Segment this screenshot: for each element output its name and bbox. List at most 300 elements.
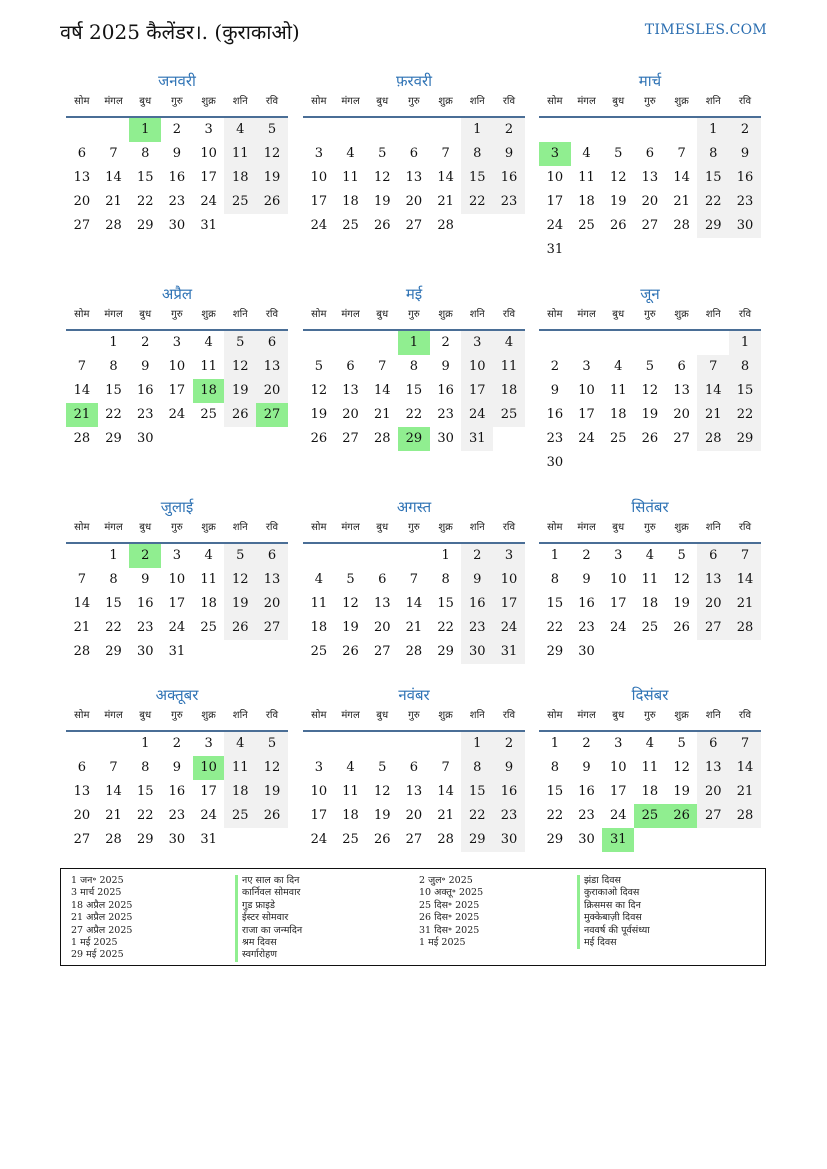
day-cell: 1 bbox=[461, 732, 493, 756]
weekday-header bbox=[539, 305, 761, 331]
weekday-label: शुक्र bbox=[201, 96, 216, 107]
day-cell: 1 bbox=[729, 331, 761, 355]
day-cell: 6 bbox=[409, 760, 419, 775]
day-cell: 9 bbox=[582, 572, 591, 587]
day-cell: 3 bbox=[172, 548, 182, 563]
day-cell: 8 bbox=[550, 760, 559, 775]
weekday-label: शनि bbox=[232, 710, 248, 721]
empty-day-cell bbox=[161, 427, 193, 451]
day-cell: 27 bbox=[373, 644, 391, 659]
holiday-name: नववर्ष की पूर्वसंध्या bbox=[577, 925, 650, 937]
day-cell: 27 bbox=[405, 218, 423, 233]
day-cell: 24 bbox=[609, 808, 627, 823]
weekday-label: रवि bbox=[265, 522, 279, 533]
day-cell: 27 bbox=[73, 218, 91, 233]
weekday-label: सोम bbox=[74, 96, 90, 107]
day-cell: 28 bbox=[73, 431, 91, 446]
empty-day-cell bbox=[366, 732, 398, 756]
day-cell: 4 bbox=[645, 736, 655, 751]
day-cell: 31 bbox=[602, 828, 634, 852]
day-cell: 14 bbox=[697, 379, 729, 403]
day-cell: 7 bbox=[109, 146, 118, 161]
day-cell: 21 bbox=[66, 403, 98, 427]
day-cell: 21 bbox=[729, 592, 761, 616]
day-cell: 26 bbox=[310, 431, 328, 446]
day-cell: 14 bbox=[105, 784, 122, 799]
empty-day-cell bbox=[303, 544, 335, 568]
day-cell: 13 bbox=[373, 596, 391, 611]
day-cell: 5 bbox=[256, 118, 288, 142]
empty-day-cell bbox=[398, 732, 430, 756]
weekday-label: गुरु bbox=[171, 96, 183, 107]
weekday-label: रवि bbox=[738, 96, 752, 107]
empty-day-cell bbox=[224, 828, 256, 852]
day-cell: 5 bbox=[314, 359, 323, 374]
day-cell: 19 bbox=[310, 407, 328, 422]
day-cell: 16 bbox=[136, 596, 154, 611]
day-cell: 20 bbox=[405, 194, 423, 209]
week-row bbox=[303, 427, 525, 451]
empty-day-cell bbox=[256, 640, 288, 664]
weekday-label: मंगल bbox=[341, 710, 360, 721]
day-cell: 15 bbox=[405, 383, 423, 398]
day-cell: 13 bbox=[405, 170, 423, 185]
weekday-label: रवि bbox=[265, 710, 279, 721]
day-cell: 29 bbox=[398, 427, 430, 451]
day-cell: 1 bbox=[109, 548, 118, 563]
day-cell: 22 bbox=[105, 620, 122, 635]
day-cell: 23 bbox=[493, 804, 525, 828]
day-cell: 26 bbox=[373, 832, 391, 847]
day-cell: 22 bbox=[136, 808, 154, 823]
weekday-label: सोम bbox=[547, 710, 563, 721]
day-cell: 10 bbox=[493, 568, 525, 592]
day-cell: 23 bbox=[546, 431, 564, 446]
weekday-label: सोम bbox=[74, 522, 90, 533]
weekday-label: मंगल bbox=[104, 96, 123, 107]
day-cell: 9 bbox=[493, 142, 525, 166]
week-row bbox=[539, 756, 761, 780]
day-cell: 26 bbox=[666, 804, 698, 828]
day-cell: 12 bbox=[256, 142, 288, 166]
empty-day-cell bbox=[66, 544, 98, 568]
day-cell: 1 bbox=[461, 118, 493, 142]
day-cell: 17 bbox=[168, 596, 186, 611]
empty-day-cell bbox=[303, 118, 335, 142]
weekday-label: शनि bbox=[469, 522, 485, 533]
weekday-label: गुरु bbox=[171, 710, 183, 721]
day-cell: 20 bbox=[256, 592, 288, 616]
day-cell: 11 bbox=[224, 756, 256, 780]
day-cell: 22 bbox=[105, 407, 122, 422]
month-block bbox=[539, 70, 761, 262]
week-row bbox=[66, 118, 288, 142]
week-row bbox=[539, 544, 761, 568]
weekday-header bbox=[303, 518, 525, 544]
day-cell: 28 bbox=[437, 218, 454, 233]
month-name: नवंबर bbox=[398, 686, 430, 704]
day-cell: 27 bbox=[641, 218, 659, 233]
day-cell: 3 bbox=[314, 146, 323, 161]
day-cell: 5 bbox=[346, 572, 355, 587]
week-row bbox=[303, 142, 525, 166]
weekday-label: रवि bbox=[265, 309, 279, 320]
week-row bbox=[539, 190, 761, 214]
week-row bbox=[539, 640, 761, 664]
day-cell: 9 bbox=[172, 146, 182, 161]
day-cell: 5 bbox=[378, 760, 387, 775]
empty-day-cell bbox=[571, 238, 603, 262]
day-cell: 8 bbox=[697, 142, 729, 166]
day-cell: 22 bbox=[461, 804, 493, 828]
day-cell: 11 bbox=[224, 142, 256, 166]
day-cell: 23 bbox=[136, 620, 154, 635]
day-cell: 10 bbox=[578, 383, 595, 398]
day-cell: 21 bbox=[673, 194, 690, 209]
empty-day-cell bbox=[697, 238, 729, 262]
day-cell: 28 bbox=[729, 616, 761, 640]
day-cell: 5 bbox=[614, 146, 623, 161]
day-cell: 30 bbox=[578, 832, 595, 847]
day-cell: 15 bbox=[697, 166, 729, 190]
weekday-label: शनि bbox=[232, 309, 248, 320]
weekday-header bbox=[539, 92, 761, 118]
week-row bbox=[539, 355, 761, 379]
day-cell: 9 bbox=[441, 359, 450, 374]
day-cell: 20 bbox=[697, 592, 729, 616]
day-cell: 13 bbox=[342, 383, 359, 398]
day-cell: 14 bbox=[437, 170, 454, 185]
week-row bbox=[66, 756, 288, 780]
week-row bbox=[303, 331, 525, 355]
week-row bbox=[303, 214, 525, 238]
day-cell: 6 bbox=[677, 359, 686, 374]
week-row bbox=[303, 403, 525, 427]
weekday-label: बुध bbox=[139, 309, 152, 320]
day-cell: 12 bbox=[224, 568, 256, 592]
day-cell: 20 bbox=[73, 194, 91, 209]
day-cell: 4 bbox=[314, 572, 323, 587]
week-row bbox=[66, 780, 288, 804]
empty-day-cell bbox=[224, 640, 256, 664]
empty-day-cell bbox=[366, 118, 398, 142]
day-cell: 26 bbox=[673, 620, 690, 635]
day-cell: 22 bbox=[405, 407, 423, 422]
day-cell: 13 bbox=[641, 170, 659, 185]
day-cell: 28 bbox=[697, 427, 729, 451]
weekday-header bbox=[303, 706, 525, 732]
day-cell: 25 bbox=[224, 804, 256, 828]
empty-day-cell bbox=[493, 214, 525, 238]
day-cell: 9 bbox=[172, 760, 182, 775]
week-row bbox=[66, 804, 288, 828]
day-cell: 24 bbox=[609, 620, 627, 635]
week-row bbox=[539, 379, 761, 403]
day-cell: 11 bbox=[493, 355, 525, 379]
empty-day-cell bbox=[256, 828, 288, 852]
day-cell: 30 bbox=[578, 644, 595, 659]
day-cell: 21 bbox=[437, 194, 454, 209]
week-row bbox=[303, 756, 525, 780]
weekday-label: शनि bbox=[469, 710, 485, 721]
day-cell: 7 bbox=[378, 359, 387, 374]
day-cell: 20 bbox=[373, 620, 391, 635]
holiday-date: 18 अप्रैल 2025 bbox=[71, 899, 133, 911]
day-cell: 7 bbox=[729, 732, 761, 756]
week-row bbox=[66, 331, 288, 355]
week-row bbox=[303, 355, 525, 379]
day-cell: 6 bbox=[697, 544, 729, 568]
day-cell: 31 bbox=[200, 832, 217, 847]
day-cell: 7 bbox=[441, 760, 450, 775]
day-cell: 20 bbox=[73, 808, 91, 823]
empty-day-cell bbox=[335, 544, 367, 568]
day-cell: 3 bbox=[539, 142, 571, 166]
weekday-label: शुक्र bbox=[674, 309, 689, 320]
weekday-label: शुक्र bbox=[201, 522, 216, 533]
weekday-label: गुरु bbox=[644, 710, 656, 721]
weekday-label: बुध bbox=[139, 522, 152, 533]
site-link[interactable]: TIMESLES.COM bbox=[644, 22, 767, 38]
empty-day-cell bbox=[571, 331, 603, 355]
day-cell: 5 bbox=[677, 736, 686, 751]
day-cell: 11 bbox=[200, 359, 217, 374]
day-cell: 15 bbox=[546, 596, 564, 611]
day-cell: 18 bbox=[641, 784, 659, 799]
day-cell: 23 bbox=[437, 407, 454, 422]
week-row bbox=[303, 780, 525, 804]
day-cell: 11 bbox=[578, 170, 595, 185]
weekday-label: सोम bbox=[74, 309, 90, 320]
day-cell: 18 bbox=[193, 379, 225, 403]
day-cell: 29 bbox=[546, 832, 564, 847]
day-cell: 14 bbox=[373, 383, 391, 398]
day-cell: 15 bbox=[136, 784, 154, 799]
day-cell: 12 bbox=[673, 572, 690, 587]
weekday-label: बुध bbox=[376, 309, 389, 320]
day-cell: 7 bbox=[77, 572, 86, 587]
day-cell: 31 bbox=[461, 427, 493, 451]
day-cell: 2 bbox=[493, 732, 525, 756]
day-cell: 7 bbox=[77, 359, 86, 374]
day-cell: 6 bbox=[346, 359, 355, 374]
day-cell: 16 bbox=[546, 407, 564, 422]
day-cell: 3 bbox=[204, 736, 213, 751]
month-name: जनवरी bbox=[158, 72, 196, 90]
weekday-label: बुध bbox=[612, 710, 625, 721]
month-block bbox=[303, 684, 525, 852]
weekday-header bbox=[539, 518, 761, 544]
weekday-label: मंगल bbox=[341, 522, 360, 533]
week-row bbox=[303, 828, 525, 852]
empty-day-cell bbox=[697, 451, 729, 475]
day-cell: 21 bbox=[373, 407, 391, 422]
empty-day-cell bbox=[335, 331, 367, 355]
week-row bbox=[539, 592, 761, 616]
day-cell: 31 bbox=[168, 644, 186, 659]
empty-day-cell bbox=[66, 331, 98, 355]
weekday-label: शुक्र bbox=[674, 96, 689, 107]
week-row bbox=[539, 568, 761, 592]
day-cell: 14 bbox=[729, 756, 761, 780]
weekday-label: शनि bbox=[705, 522, 721, 533]
day-cell: 22 bbox=[546, 808, 564, 823]
day-cell: 8 bbox=[141, 760, 150, 775]
week-row bbox=[539, 804, 761, 828]
weekday-label: शनि bbox=[705, 710, 721, 721]
empty-day-cell bbox=[666, 451, 698, 475]
day-cell: 25 bbox=[310, 644, 328, 659]
day-cell: 20 bbox=[641, 194, 659, 209]
weekday-label: शनि bbox=[705, 96, 721, 107]
holiday-date: 26 दिस॰ 2025 bbox=[419, 912, 480, 924]
day-cell: 8 bbox=[550, 572, 559, 587]
day-cell: 21 bbox=[405, 620, 423, 635]
day-cell: 20 bbox=[256, 379, 288, 403]
holiday-date: 3 मार्च 2025 bbox=[71, 887, 122, 899]
day-cell: 11 bbox=[200, 572, 217, 587]
day-cell: 17 bbox=[609, 596, 627, 611]
day-cell: 22 bbox=[729, 403, 761, 427]
weekday-label: शनि bbox=[469, 96, 485, 107]
week-row bbox=[539, 238, 761, 262]
day-cell: 3 bbox=[614, 736, 623, 751]
day-cell: 9 bbox=[493, 756, 525, 780]
weekday-label: सोम bbox=[311, 309, 327, 320]
week-row bbox=[303, 616, 525, 640]
empty-day-cell bbox=[571, 118, 603, 142]
day-cell: 20 bbox=[697, 780, 729, 804]
weekday-label: मंगल bbox=[104, 522, 123, 533]
day-cell: 16 bbox=[136, 383, 154, 398]
week-row bbox=[303, 640, 525, 664]
week-row bbox=[539, 732, 761, 756]
day-cell: 28 bbox=[105, 218, 122, 233]
day-cell: 30 bbox=[168, 218, 186, 233]
day-cell: 2 bbox=[729, 118, 761, 142]
day-cell: 12 bbox=[310, 383, 328, 398]
day-cell: 24 bbox=[461, 403, 493, 427]
day-cell: 6 bbox=[256, 331, 288, 355]
weekday-label: बुध bbox=[139, 96, 152, 107]
week-row bbox=[66, 568, 288, 592]
day-cell: 3 bbox=[314, 760, 323, 775]
empty-day-cell bbox=[256, 427, 288, 451]
weekday-label: शुक्र bbox=[438, 96, 453, 107]
day-cell: 5 bbox=[378, 146, 387, 161]
day-cell: 2 bbox=[493, 118, 525, 142]
day-cell: 22 bbox=[461, 190, 493, 214]
day-cell: 4 bbox=[224, 732, 256, 756]
day-cell: 30 bbox=[493, 828, 525, 852]
day-cell: 28 bbox=[73, 644, 91, 659]
day-cell: 6 bbox=[409, 146, 419, 161]
weekday-label: सोम bbox=[311, 96, 327, 107]
empty-day-cell bbox=[634, 118, 666, 142]
weekday-label: मंगल bbox=[104, 309, 123, 320]
day-cell: 8 bbox=[109, 572, 118, 587]
weekday-label: शुक्र bbox=[438, 309, 453, 320]
month-name: मार्च bbox=[638, 72, 662, 90]
day-cell: 30 bbox=[729, 214, 761, 238]
day-cell: 25 bbox=[200, 407, 217, 422]
holiday-date: 31 दिस॰ 2025 bbox=[419, 924, 480, 936]
page-title: वर्ष 2025 कैलेंडर।. (कुराकाओ) bbox=[60, 20, 300, 44]
day-cell: 10 bbox=[546, 170, 564, 185]
day-cell: 16 bbox=[168, 784, 186, 799]
day-cell: 23 bbox=[578, 808, 595, 823]
month-name: सितंबर bbox=[631, 498, 669, 516]
week-row bbox=[539, 616, 761, 640]
weekday-label: रवि bbox=[502, 522, 516, 533]
day-cell: 4 bbox=[204, 335, 213, 350]
day-cell: 8 bbox=[461, 142, 493, 166]
day-cell: 19 bbox=[224, 379, 256, 403]
month-block bbox=[66, 684, 288, 852]
day-cell: 14 bbox=[405, 596, 423, 611]
week-row bbox=[66, 355, 288, 379]
day-cell: 17 bbox=[461, 379, 493, 403]
day-cell: 22 bbox=[697, 190, 729, 214]
month-block bbox=[303, 496, 525, 664]
weekday-label: रवि bbox=[502, 96, 516, 107]
empty-day-cell bbox=[335, 732, 367, 756]
weekday-label: बुध bbox=[139, 710, 152, 721]
day-cell: 26 bbox=[373, 218, 391, 233]
empty-day-cell bbox=[729, 828, 761, 852]
day-cell: 10 bbox=[310, 784, 328, 799]
holiday-name: क्रिसमस का दिन bbox=[577, 900, 650, 912]
empty-day-cell bbox=[634, 451, 666, 475]
day-cell: 27 bbox=[73, 832, 91, 847]
month-name: जुलाई bbox=[160, 498, 194, 516]
day-cell: 2 bbox=[129, 544, 161, 568]
day-cell: 25 bbox=[200, 620, 217, 635]
day-cell: 22 bbox=[546, 620, 564, 635]
weekday-label: शनि bbox=[705, 309, 721, 320]
weekday-label: गुरु bbox=[408, 522, 420, 533]
day-cell: 25 bbox=[493, 403, 525, 427]
day-cell: 25 bbox=[224, 190, 256, 214]
week-row bbox=[303, 804, 525, 828]
week-row bbox=[303, 379, 525, 403]
day-cell: 2 bbox=[550, 359, 559, 374]
empty-day-cell bbox=[571, 451, 603, 475]
empty-day-cell bbox=[193, 640, 225, 664]
day-cell: 23 bbox=[493, 190, 525, 214]
day-cell: 30 bbox=[546, 455, 564, 470]
day-cell: 19 bbox=[373, 808, 391, 823]
weekday-header bbox=[66, 305, 288, 331]
weekday-label: सोम bbox=[311, 522, 327, 533]
holiday-name: राजा का जन्मदिन bbox=[235, 925, 302, 937]
day-cell: 12 bbox=[224, 355, 256, 379]
day-cell: 6 bbox=[77, 760, 86, 775]
day-cell: 4 bbox=[614, 359, 623, 374]
day-cell: 6 bbox=[645, 146, 655, 161]
day-cell: 1 bbox=[697, 118, 729, 142]
empty-day-cell bbox=[335, 118, 367, 142]
day-cell: 13 bbox=[256, 355, 288, 379]
empty-day-cell bbox=[666, 640, 698, 664]
weekday-header bbox=[539, 706, 761, 732]
day-cell: 9 bbox=[729, 142, 761, 166]
day-cell: 2 bbox=[582, 736, 591, 751]
day-cell: 13 bbox=[405, 784, 423, 799]
legend-left-dates bbox=[71, 875, 132, 962]
day-cell: 1 bbox=[550, 736, 559, 751]
day-cell: 3 bbox=[493, 544, 525, 568]
